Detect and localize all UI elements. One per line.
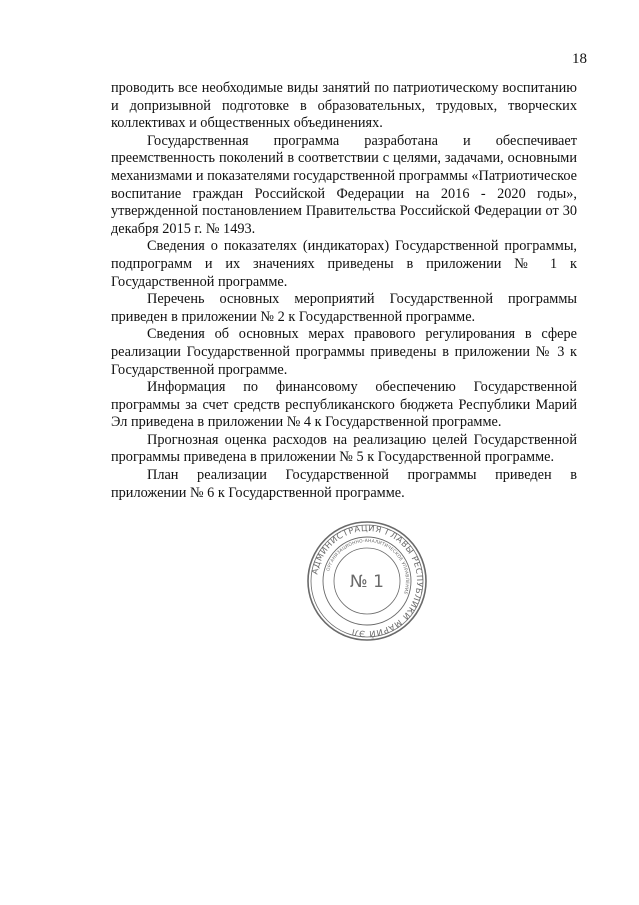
paragraph-1: проводить все необходимые виды занятий по патриотическому воспитанию и допризывной подготовке в образовательных, трудовых, творческих коллективах и общественных объединениях. xyxy=(111,80,577,132)
paragraph-4: Перечень основных мероприятий Государственной программы приведен в приложении № 2 к Государственной программе. xyxy=(111,291,577,325)
paragraph-3: Сведения о показателях (индикаторах) Государственной программы, подпрограмм и их значениях приведены в приложении № 1 к Государственной программе. xyxy=(111,238,577,290)
seal-graphic xyxy=(306,520,428,642)
document-body xyxy=(111,80,577,502)
paragraph-2: Государственная программа разработана и обеспечивает преемственность поколений в соответствии с целями, задачами, основными механизмами и показателями государственной программы «Патриотическое воспитание граждан Российской Федерации на 2016 - 2020 годы», утвержденной постановлением Правительства Российской Федерации от 30 декабря 2015 г. № 1493. xyxy=(111,132,577,237)
page-number: 18 xyxy=(572,51,587,67)
seal-center-number: № 1 xyxy=(350,572,384,592)
paragraph-6: Информация по финансовому обеспечению Государственной программы за счет средств республиканского бюджета Республики Марий Эл приведена в приложении № 4 к Государственной программе. xyxy=(111,379,577,431)
paragraph-5: Сведения об основных мерах правового регулирования в сфере реализации Государственной программы приведены в приложении № 3 к Государственной программе. xyxy=(111,326,577,378)
seal-inner-text: ОРГАНИЗАЦИОННО-АНАЛИТИЧЕСКОЕ УПРАВЛЕНИЕ xyxy=(326,538,410,595)
seal-outer-text: АДМИНИСТРАЦИЯ ГЛАВЫ РЕСПУБЛИКИ МАРИЙ ЭЛ xyxy=(309,522,426,640)
official-seal xyxy=(306,520,428,642)
paragraph-7: Прогнозная оценка расходов на реализацию целей Государственной программы приведена в приложении № 5 к Государственной программе. xyxy=(111,431,577,466)
paragraph-8: План реализации Государственной программы приведен в приложении № 6 к Государственной программе. xyxy=(111,467,577,501)
